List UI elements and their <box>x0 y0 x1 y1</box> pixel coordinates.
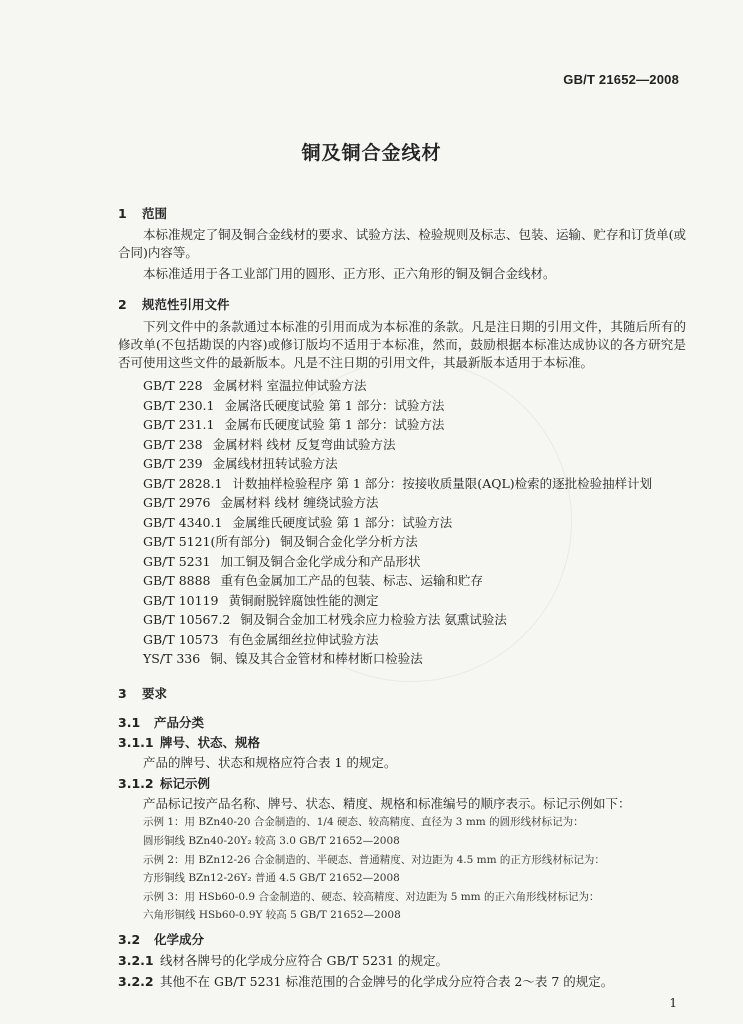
section-3-1-1-text: 产品的牌号、状态和规格应符合表 1 的规定。 <box>143 755 397 770</box>
reference-item: GB/T 231.1 金属布氏硬度试验 第 1 部分：试验方法 <box>143 417 445 432</box>
reference-item: GB/T 10567.2 铜及铜合金加工材残余应力检验方法 氨熏试验法 <box>143 612 507 627</box>
section-2-heading <box>118 295 230 313</box>
reference-item: GB/T 2976 金属材料 线材 缠绕试验方法 <box>143 495 379 510</box>
reference-item: GB/T 4340.1 金属维氏硬度试验 第 1 部分：试验方法 <box>143 515 453 530</box>
section-number: 1 <box>118 206 127 221</box>
section-3-1-2-text: 产品标记按产品名称、牌号、状态、精度、规格和标准编号的顺序表示。标记示例如下： <box>143 796 631 811</box>
page-number: 1 <box>669 996 677 1010</box>
section-1-para-2: 本标准适用于各工业部门用的圆形、正方形、正六角形的铜及铜合金线材。 <box>143 266 556 281</box>
example-line: 六角形铜线 HSb60-0.9Y 较高 5 GB/T 21652—2008 <box>143 909 401 921</box>
reference-item: YS/T 336 铜、镍及其合金管材和棒材断口检验法 <box>143 651 423 666</box>
section-title: 范围 <box>142 206 168 221</box>
section-title: 规范性引用文件 <box>142 297 230 312</box>
document-title: 铜及铜合金线材 <box>301 142 442 164</box>
reference-item: GB/T 10573 有色金属细丝拉伸试验方法 <box>143 632 379 647</box>
section-2-para: 下列文件中的条款通过本标准的引用而成为本标准的条款。凡是注日期的引用文件，其随后所有的修改单(不包括勘误的内容)或修订版均不适用于本标准，然而，鼓励根据本标准达成协议的各方研究是否可使用这些文件的最新版本。凡是不注日期的引用文件，其最新版本适用于本标准。 <box>118 319 686 370</box>
section-3-2-2: 3.2.2 其他不在 GB/T 5231 标准范围的合金牌号的化学成分应符合表 2～表 7 的规定。 <box>118 974 614 989</box>
reference-item: GB/T 230.1 金属洛氏硬度试验 第 1 部分：试验方法 <box>143 398 445 413</box>
reference-item: GB/T 10119 黄铜耐脱锌腐蚀性能的测定 <box>143 593 379 608</box>
reference-item: GB/T 238 金属材料 线材 反复弯曲试验方法 <box>143 437 396 452</box>
section-title: 要求 <box>142 686 168 701</box>
reference-item: GB/T 239 金属线材扭转试验方法 <box>143 456 338 471</box>
section-3-2-heading: 3.2 化学成分 <box>118 932 205 947</box>
section-3-1-1-heading: 3.1.1 牌号、状态、规格 <box>118 735 261 750</box>
example-line: 方形铜线 BZn12-26Y₂ 普通 4.5 GB/T 21652—2008 <box>143 872 400 884</box>
section-3-1-heading: 3.1 产品分类 <box>118 715 205 730</box>
example-line: 示例 1：用 BZn40-20 合金制造的、1/4 硬态、较高精度、直径为 3 mm 的圆形线材标记为： <box>143 816 584 828</box>
section-3-heading <box>118 684 167 702</box>
section-3-2-1: 3.2.1 线材各牌号的化学成分应符合 GB/T 5231 的规定。 <box>118 953 448 968</box>
reference-item: GB/T 5231 加工铜及铜合金化学成分和产品形状 <box>143 554 421 569</box>
section-1-heading <box>118 204 167 222</box>
example-line: 示例 3：用 HSb60-0.9 合金制造的、硬态、较高精度、对边距为 5 mm 的正六角形线材标记为： <box>143 891 600 903</box>
example-line: 示例 2：用 BZn12-26 合金制造的、半硬态、普通精度、对边距为 4.5 mm 的正方形线材标记为： <box>143 854 605 866</box>
section-1-para-1: 本标准规定了铜及铜合金线材的要求、试验方法、检验规则及标志、包装、运输、贮存和订货单(或合同)内容等。 <box>118 227 686 260</box>
standard-code: GB/T 21652—2008 <box>563 72 679 87</box>
section-number: 2 <box>118 297 127 312</box>
reference-item: GB/T 5121(所有部分) 铜及铜合金化学分析方法 <box>143 534 418 549</box>
section-number: 3 <box>118 686 127 701</box>
reference-item: GB/T 228 金属材料 室温拉伸试验方法 <box>143 378 367 393</box>
reference-item: GB/T 2828.1 计数抽样检验程序 第 1 部分：按接收质量限(AQL)检索的逐批检验抽样计划 <box>143 476 653 491</box>
reference-item: GB/T 8888 重有色金属加工产品的包装、标志、运输和贮存 <box>143 573 484 588</box>
section-3-1-2-heading: 3.1.2 标记示例 <box>118 776 211 791</box>
example-line: 圆形铜线 BZn40-20Y₂ 较高 3.0 GB/T 21652—2008 <box>143 835 400 847</box>
